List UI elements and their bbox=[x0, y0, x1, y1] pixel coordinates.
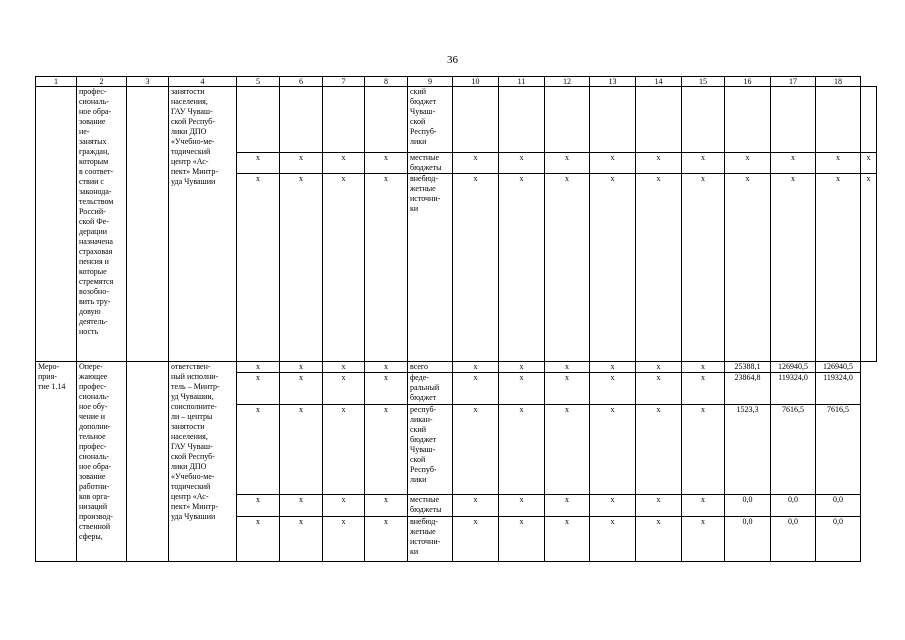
code-cell: x bbox=[237, 362, 280, 373]
value-cell: x bbox=[682, 153, 725, 174]
value-cell: x bbox=[499, 405, 545, 495]
budget-table bbox=[35, 76, 877, 562]
value-cell: x bbox=[590, 174, 636, 362]
code-cell: x bbox=[323, 405, 365, 495]
executor-cell: занятости населения, ГАУ Чуваш- ской Респуб- лики ДПО «Учебно-ме- тодический центр «Ас- пект» Минтр- уда Чувашии bbox=[169, 87, 237, 362]
value-cell: 0,0 bbox=[816, 517, 861, 562]
value-cell: 119324,0 bbox=[771, 373, 816, 405]
value-cell: x bbox=[816, 174, 861, 362]
funding-source: местные бюджеты bbox=[408, 153, 453, 174]
value-cell bbox=[682, 87, 725, 153]
value-cell: 23864,8 bbox=[725, 373, 771, 405]
value-cell: x bbox=[816, 153, 861, 174]
code-cell: x bbox=[365, 405, 408, 495]
value-cell: 126940,5 bbox=[816, 362, 861, 373]
value-cell: x bbox=[499, 373, 545, 405]
funding-source: внебюд- жетные источни- ки bbox=[408, 174, 453, 362]
column-number: 10 bbox=[453, 77, 499, 87]
code-cell: x bbox=[237, 405, 280, 495]
column-number: 3 bbox=[127, 77, 169, 87]
column-number: 1 bbox=[36, 77, 77, 87]
value-cell: 7616,5 bbox=[771, 405, 816, 495]
value-cell: x bbox=[590, 373, 636, 405]
column-number: 2 bbox=[77, 77, 127, 87]
value-cell: x bbox=[545, 174, 590, 362]
code-cell: x bbox=[323, 373, 365, 405]
value-cell: x bbox=[499, 153, 545, 174]
value-cell: x bbox=[453, 373, 499, 405]
funding-source: феде- ральный бюджет bbox=[408, 373, 453, 405]
code-cell: x bbox=[237, 517, 280, 562]
measure-description: Опере- жающее профес- сиональ- ное обу- чение и дополни- тельное профес- сиональ- ное обра- зование работни- ков орга- низаций производ- ственной сферы, bbox=[77, 362, 127, 562]
value-cell: x bbox=[453, 405, 499, 495]
column-number: 6 bbox=[280, 77, 323, 87]
value-cell: x bbox=[590, 153, 636, 174]
code-cell: x bbox=[323, 362, 365, 373]
column-number: 7 bbox=[323, 77, 365, 87]
measure-cell bbox=[36, 87, 77, 362]
code-cell: x bbox=[280, 517, 323, 562]
page-number: 36 bbox=[447, 54, 458, 66]
table-row bbox=[36, 362, 877, 373]
value-cell: x bbox=[453, 153, 499, 174]
column-number: 5 bbox=[237, 77, 280, 87]
code-cell: x bbox=[323, 495, 365, 517]
value-cell: x bbox=[499, 174, 545, 362]
funding-source: респуб- ликан- ский бюджет Чуваш- ской Респуб- лики bbox=[408, 405, 453, 495]
value-cell bbox=[636, 87, 682, 153]
value-cell: x bbox=[590, 517, 636, 562]
value-cell: x bbox=[636, 174, 682, 362]
value-cell: x bbox=[725, 153, 771, 174]
value-cell: x bbox=[545, 362, 590, 373]
column-number: 18 bbox=[816, 77, 861, 87]
column-number: 4 bbox=[169, 77, 237, 87]
value-cell: x bbox=[545, 495, 590, 517]
executor-cell: ответствен- ный исполни- тель – Минтр- уд Чувашии, соисполните- ли – центры занятости населения, ГАУ Чуваш- ской Респуб- лики ДПО «Учебно-ме- тодический центр «Ас- пект» Минтр- уда Чувашии bbox=[169, 362, 237, 562]
value-cell bbox=[499, 87, 545, 153]
code-cell: x bbox=[323, 174, 365, 362]
value-cell: x bbox=[545, 517, 590, 562]
measure-label: Меро- прия- тие 1.14 bbox=[36, 362, 77, 562]
column-number: 17 bbox=[771, 77, 816, 87]
column-number-row bbox=[36, 77, 877, 87]
funding-source: внебюд- жетные источни- ки bbox=[408, 517, 453, 562]
code-cell: x bbox=[280, 373, 323, 405]
column-number: 15 bbox=[682, 77, 725, 87]
column-number: 16 bbox=[725, 77, 771, 87]
table-row bbox=[36, 87, 877, 153]
program-cell bbox=[127, 362, 169, 562]
value-cell: x bbox=[636, 153, 682, 174]
code-cell: x bbox=[365, 174, 408, 362]
code-cell: x bbox=[237, 153, 280, 174]
code-cell: x bbox=[237, 373, 280, 405]
column-number: 11 bbox=[499, 77, 545, 87]
code-cell bbox=[323, 87, 365, 153]
value-cell: x bbox=[682, 174, 725, 362]
value-cell: 119324,0 bbox=[816, 373, 861, 405]
value-cell: 0,0 bbox=[725, 517, 771, 562]
value-cell: x bbox=[453, 362, 499, 373]
value-cell: 0,0 bbox=[816, 495, 861, 517]
value-cell: x bbox=[453, 495, 499, 517]
code-cell: x bbox=[280, 405, 323, 495]
value-cell: x bbox=[499, 517, 545, 562]
value-cell: x bbox=[682, 362, 725, 373]
value-cell: 0,0 bbox=[725, 495, 771, 517]
value-cell: x bbox=[725, 174, 771, 362]
value-cell bbox=[590, 87, 636, 153]
value-cell bbox=[861, 87, 877, 153]
value-cell: x bbox=[682, 495, 725, 517]
funding-source: ский бюджет Чуваш- ской Респуб- лики bbox=[408, 87, 453, 153]
code-cell bbox=[237, 87, 280, 153]
value-cell: x bbox=[682, 405, 725, 495]
value-cell: x bbox=[590, 362, 636, 373]
value-cell bbox=[816, 87, 861, 153]
code-cell: x bbox=[323, 517, 365, 562]
value-cell: x bbox=[636, 405, 682, 495]
code-cell: x bbox=[365, 153, 408, 174]
block-2-measure-1-14 bbox=[36, 362, 877, 562]
code-cell: x bbox=[365, 495, 408, 517]
value-cell: x bbox=[499, 495, 545, 517]
value-cell: x bbox=[636, 362, 682, 373]
column-number: 13 bbox=[590, 77, 636, 87]
value-cell bbox=[725, 87, 771, 153]
value-cell: x bbox=[453, 174, 499, 362]
code-cell: x bbox=[280, 362, 323, 373]
code-cell: x bbox=[365, 373, 408, 405]
column-number: 12 bbox=[545, 77, 590, 87]
value-cell: x bbox=[636, 517, 682, 562]
code-cell bbox=[280, 87, 323, 153]
value-cell: x bbox=[771, 174, 816, 362]
value-cell: x bbox=[453, 517, 499, 562]
column-number: 14 bbox=[636, 77, 682, 87]
value-cell: 0,0 bbox=[771, 495, 816, 517]
value-cell: x bbox=[545, 153, 590, 174]
value-cell: 1523,3 bbox=[725, 405, 771, 495]
program-cell bbox=[127, 87, 169, 362]
value-cell: x bbox=[636, 373, 682, 405]
value-cell: x bbox=[590, 405, 636, 495]
code-cell: x bbox=[280, 153, 323, 174]
code-cell: x bbox=[323, 153, 365, 174]
column-number: 8 bbox=[365, 77, 408, 87]
value-cell bbox=[545, 87, 590, 153]
value-cell: 7616,5 bbox=[816, 405, 861, 495]
code-cell bbox=[365, 87, 408, 153]
value-cell: x bbox=[682, 373, 725, 405]
value-cell: 0,0 bbox=[771, 517, 816, 562]
value-cell: 25388,1 bbox=[725, 362, 771, 373]
code-cell: x bbox=[280, 495, 323, 517]
value-cell bbox=[453, 87, 499, 153]
value-cell: x bbox=[545, 405, 590, 495]
column-number: 9 bbox=[408, 77, 453, 87]
code-cell: x bbox=[237, 174, 280, 362]
value-cell: x bbox=[545, 373, 590, 405]
funding-source: всего bbox=[408, 362, 453, 373]
value-cell: x bbox=[771, 153, 816, 174]
value-cell: 126940,5 bbox=[771, 362, 816, 373]
code-cell: x bbox=[237, 495, 280, 517]
measure-description: профес- сиональ- ное обра- зование не- занятых граждан, которым в соответ- ствии с законода- тельством Россий- ской Фе- дерации назначена страховая пенсия и которые стремятся возобно- вить тру- довую деятель- ность bbox=[77, 87, 127, 362]
value-cell: x bbox=[499, 362, 545, 373]
code-cell: x bbox=[365, 362, 408, 373]
code-cell: x bbox=[280, 174, 323, 362]
value-cell: x bbox=[682, 517, 725, 562]
value-cell: x bbox=[590, 495, 636, 517]
value-cell: x bbox=[861, 153, 877, 174]
value-cell: x bbox=[861, 174, 877, 362]
funding-source: местные бюджеты bbox=[408, 495, 453, 517]
code-cell: x bbox=[365, 517, 408, 562]
block-1-continuation bbox=[36, 87, 877, 362]
value-cell bbox=[771, 87, 816, 153]
value-cell: x bbox=[636, 495, 682, 517]
